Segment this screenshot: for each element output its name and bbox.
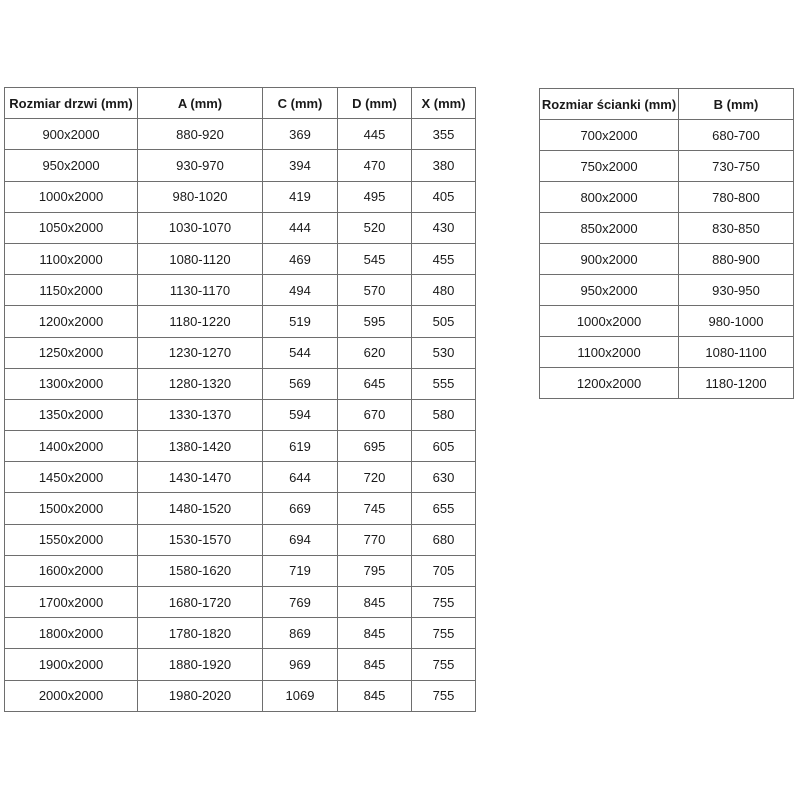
column-header: Rozmiar drzwi (mm) xyxy=(5,88,138,119)
table-row xyxy=(5,243,476,274)
cell: 445 xyxy=(338,119,412,150)
cell: 950x2000 xyxy=(540,275,679,306)
cell: 594 xyxy=(263,399,338,430)
table-row xyxy=(5,618,476,649)
cell: 750x2000 xyxy=(540,151,679,182)
cell: 930-970 xyxy=(138,150,263,181)
cell: 570 xyxy=(338,275,412,306)
cell: 780-800 xyxy=(679,182,794,213)
cell: 1980-2020 xyxy=(138,680,263,711)
table-row xyxy=(5,462,476,493)
cell: 1000x2000 xyxy=(540,306,679,337)
table-row xyxy=(5,212,476,243)
table-row xyxy=(5,431,476,462)
cell: 745 xyxy=(338,493,412,524)
cell: 430 xyxy=(412,212,476,243)
column-header: X (mm) xyxy=(412,88,476,119)
cell: 680-700 xyxy=(679,120,794,151)
cell: 969 xyxy=(263,649,338,680)
cell: 1700x2000 xyxy=(5,587,138,618)
door-size-table xyxy=(4,87,476,712)
table-row xyxy=(5,493,476,524)
cell: 1150x2000 xyxy=(5,275,138,306)
table-row xyxy=(5,150,476,181)
column-header: Rozmiar ścianki (mm) xyxy=(540,89,679,120)
cell: 495 xyxy=(338,181,412,212)
table-row xyxy=(5,119,476,150)
column-header: D (mm) xyxy=(338,88,412,119)
cell: 595 xyxy=(338,306,412,337)
cell: 469 xyxy=(263,243,338,274)
cell: 1800x2000 xyxy=(5,618,138,649)
cell: 755 xyxy=(412,649,476,680)
cell: 1180-1220 xyxy=(138,306,263,337)
cell: 605 xyxy=(412,431,476,462)
column-header: A (mm) xyxy=(138,88,263,119)
cell: 980-1000 xyxy=(679,306,794,337)
wall-size-table xyxy=(539,88,794,399)
cell: 755 xyxy=(412,618,476,649)
cell: 850x2000 xyxy=(540,213,679,244)
cell: 845 xyxy=(338,680,412,711)
cell: 680 xyxy=(412,524,476,555)
cell: 880-900 xyxy=(679,244,794,275)
cell: 1880-1920 xyxy=(138,649,263,680)
column-header: C (mm) xyxy=(263,88,338,119)
table-row xyxy=(5,337,476,368)
cell: 719 xyxy=(263,555,338,586)
cell: 695 xyxy=(338,431,412,462)
cell: 1550x2000 xyxy=(5,524,138,555)
cell: 930-950 xyxy=(679,275,794,306)
table-row xyxy=(540,151,794,182)
table-row xyxy=(5,649,476,680)
table-row xyxy=(540,182,794,213)
cell: 355 xyxy=(412,119,476,150)
cell: 755 xyxy=(412,680,476,711)
cell: 555 xyxy=(412,368,476,399)
cell: 694 xyxy=(263,524,338,555)
cell: 1200x2000 xyxy=(540,368,679,399)
cell: 950x2000 xyxy=(5,150,138,181)
cell: 1000x2000 xyxy=(5,181,138,212)
cell: 900x2000 xyxy=(5,119,138,150)
cell: 1200x2000 xyxy=(5,306,138,337)
cell: 520 xyxy=(338,212,412,243)
cell: 1500x2000 xyxy=(5,493,138,524)
cell: 670 xyxy=(338,399,412,430)
cell: 644 xyxy=(263,462,338,493)
cell: 1130-1170 xyxy=(138,275,263,306)
table-row xyxy=(5,587,476,618)
cell: 980-1020 xyxy=(138,181,263,212)
cell: 1180-1200 xyxy=(679,368,794,399)
cell: 1100x2000 xyxy=(540,337,679,368)
cell: 900x2000 xyxy=(540,244,679,275)
cell: 1580-1620 xyxy=(138,555,263,586)
cell: 1250x2000 xyxy=(5,337,138,368)
table-row xyxy=(540,337,794,368)
table-row xyxy=(5,555,476,586)
cell: 505 xyxy=(412,306,476,337)
cell: 545 xyxy=(338,243,412,274)
table-row xyxy=(5,275,476,306)
cell: 1350x2000 xyxy=(5,399,138,430)
cell: 769 xyxy=(263,587,338,618)
cell: 1030-1070 xyxy=(138,212,263,243)
table-row xyxy=(5,680,476,711)
table-row xyxy=(5,399,476,430)
cell: 2000x2000 xyxy=(5,680,138,711)
cell: 1100x2000 xyxy=(5,243,138,274)
cell: 1280-1320 xyxy=(138,368,263,399)
cell: 1080-1100 xyxy=(679,337,794,368)
cell: 1780-1820 xyxy=(138,618,263,649)
cell: 419 xyxy=(263,181,338,212)
cell: 444 xyxy=(263,212,338,243)
cell: 720 xyxy=(338,462,412,493)
cell: 380 xyxy=(412,150,476,181)
cell: 1680-1720 xyxy=(138,587,263,618)
cell: 580 xyxy=(412,399,476,430)
cell: 800x2000 xyxy=(540,182,679,213)
cell: 845 xyxy=(338,618,412,649)
cell: 1050x2000 xyxy=(5,212,138,243)
cell: 1230-1270 xyxy=(138,337,263,368)
cell: 480 xyxy=(412,275,476,306)
cell: 705 xyxy=(412,555,476,586)
cell: 630 xyxy=(412,462,476,493)
cell: 619 xyxy=(263,431,338,462)
column-header: B (mm) xyxy=(679,89,794,120)
table-row xyxy=(540,213,794,244)
cell: 620 xyxy=(338,337,412,368)
table-row xyxy=(540,244,794,275)
cell: 845 xyxy=(338,587,412,618)
cell: 394 xyxy=(263,150,338,181)
cell: 1600x2000 xyxy=(5,555,138,586)
cell: 494 xyxy=(263,275,338,306)
table-row xyxy=(540,275,794,306)
cell: 1530-1570 xyxy=(138,524,263,555)
cell: 795 xyxy=(338,555,412,586)
cell: 869 xyxy=(263,618,338,649)
cell: 1900x2000 xyxy=(5,649,138,680)
cell: 830-850 xyxy=(679,213,794,244)
cell: 405 xyxy=(412,181,476,212)
table-row xyxy=(5,181,476,212)
cell: 1330-1370 xyxy=(138,399,263,430)
cell: 669 xyxy=(263,493,338,524)
table-row xyxy=(540,306,794,337)
cell: 655 xyxy=(412,493,476,524)
table-row xyxy=(540,120,794,151)
table-row xyxy=(5,368,476,399)
cell: 530 xyxy=(412,337,476,368)
cell: 1069 xyxy=(263,680,338,711)
cell: 755 xyxy=(412,587,476,618)
table-row xyxy=(5,306,476,337)
door-table-header-row xyxy=(5,88,476,119)
cell: 845 xyxy=(338,649,412,680)
cell: 700x2000 xyxy=(540,120,679,151)
cell: 455 xyxy=(412,243,476,274)
cell: 1400x2000 xyxy=(5,431,138,462)
cell: 1300x2000 xyxy=(5,368,138,399)
cell: 569 xyxy=(263,368,338,399)
cell: 1450x2000 xyxy=(5,462,138,493)
cell: 470 xyxy=(338,150,412,181)
table-row xyxy=(540,368,794,399)
cell: 544 xyxy=(263,337,338,368)
wall-table-header-row xyxy=(540,89,794,120)
cell: 645 xyxy=(338,368,412,399)
cell: 880-920 xyxy=(138,119,263,150)
cell: 1380-1420 xyxy=(138,431,263,462)
cell: 770 xyxy=(338,524,412,555)
cell: 519 xyxy=(263,306,338,337)
cell: 1080-1120 xyxy=(138,243,263,274)
cell: 730-750 xyxy=(679,151,794,182)
cell: 369 xyxy=(263,119,338,150)
table-row xyxy=(5,524,476,555)
cell: 1430-1470 xyxy=(138,462,263,493)
cell: 1480-1520 xyxy=(138,493,263,524)
